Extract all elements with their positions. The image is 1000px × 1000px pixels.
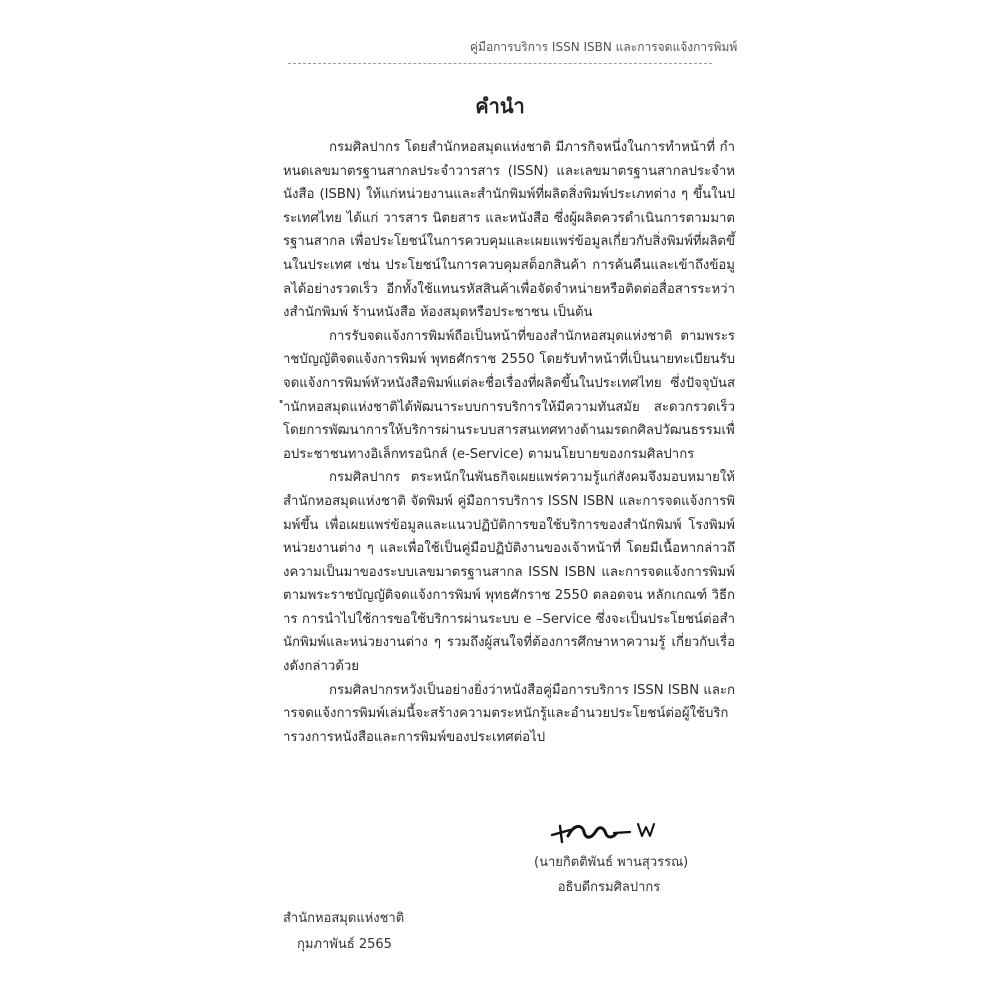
paragraph-3: กรมศิลปากร ตระหนักในพันธกิจเผยแพร่ความรู้แก่สังคมจึงมอบหมายให้สำนักหอสมุดแห่งชาติ จัดพิมพ์ คู่มือการบริการ ISSN ISBN และการจดแจ้งการพิมพ์ขึ้น เพื่อเผยแพร่ข้อมูลและแนวปฏิบัติการขอใช้บริการของสำนักพิมพ์ โรงพิมพ์ หน่วยงานต่าง ๆ และเพื่อใช้เป็นคู่มือปฏิบัติงานของเจ้าหน้าที่ โดยมีเนื้อหากล่าวถึงความเป็นมาของระบบเลขมาตรฐานสากล ISSN ISBN และการจดแจ้งการพิมพ์ตามพระราชบัญญัติจดแจ้งการพิมพ์ พุทธศักราช 2550 ตลอดจน หลักเกณฑ์ วิธีการ การนำไปใช้การขอใช้บริการผ่านระบบ e –Service ซึ่งจะเป็นประโยชน์ต่อสำนักพิมพ์และหน่วยงานต่าง ๆ รวมถึงผู้สนใจที่ต้องการศึกษาหาความรู้ เกี่ยวกับเรื่องดังกล่าวด้วย [283,470,735,675]
signatory-name: (นายกิตติพันธ์ พานสุวรรณ) [534,855,689,870]
header-divider [288,63,712,64]
signatory-position: อธิบดีกรมศิลปากร [557,880,661,895]
handwritten-signature [548,816,658,846]
paragraph-4: กรมศิลปากรหวังเป็นอย่างยิ่งว่าหนังสือคู่มือการบริการ ISSN ISBN และการจดแจ้งการพิมพ์เล่มนี้จะสร้างความตระหนักรู้และอำนวยประโยชน์ต่อผู้ใช้บริการวงการหนังสือและการพิมพ์ของประเทศต่อไป [283,682,735,745]
paragraph-2: การรับจดแจ้งการพิมพ์ถือเป็นหน้าที่ของสำนักหอสมุดแห่งชาติ ตามพระราชบัญญัติจดแจ้งการพิมพ์ พุทธศักราช 2550 โดยรับทำหน้าที่เป็นนายทะเบียนรับจดแจ้งการพิมพ์หัวหนังสือพิมพ์แต่ละชื่อเรื่องที่ผลิตขึ้นในประเทศไทย ซึ่งปัจจุบันสำนักหอสมุดแห่งชาติได้พัฒนาระบบการบริการให้มีความทันสมัย สะดวกรวดเร็ว โดยการพัฒนาการให้บริการผ่านระบบสารสนเทศทางด้านมรดกศิลปวัฒนธรรมเพื่อประชาชนทางอิเล็กทรอนิกส์ (e-Service) ตามนโยบายของกรมศิลปากร [283,328,735,462]
paragraph-1: กรมศิลปากร โดยสำนักหอสมุดแห่งชาติ มีภารกิจหนึ่งในการทำหน้าที่ กำหนดเลขมาตรฐานสากลประจำวารสาร (ISSN) และเลขมาตรฐานสากลประจำหนังสือ (ISBN) ให้แก่หน่วยงานและสำนักพิมพ์ที่ผลิตสิ่งพิมพ์ประเภทต่าง ๆ ขึ้นในประเทศไทย ได้แก่ วารสาร นิตยสาร และหนังสือ ซึ่งผู้ผลิตควรดำเนินการตามมาตรฐานสากล เพื่อประโยชน์ในการควบคุมและเผยแพร่ข้อมูลเกี่ยวกับสิ่งพิมพ์ที่ผลิตขึ้นในประเทศ เช่น ประโยชน์ในการควบคุมสต็อกสินค้า การค้นคืนและเข้าถึงข้อมูลได้อย่างรวดเร็ว อีกทั้งใช้แทนรหัสสินค้าเพื่อจัดจำหน่ายหรือติดต่อสื่อสารระหว่างสำนักพิมพ์ ร้านหนังสือ ห้องสมุดหรือประชาชน เป็นต้น [283,140,735,321]
running-header: คู่มือการบริการ ISSN ISBN และการจดแจ้งการพิมพ์ [470,40,738,54]
page-title: คำนำ [475,94,525,118]
footer-organization: สำนักหอสมุดแห่งชาติ [283,911,405,926]
preface-body [283,136,735,749]
footer-date: กุมภาพันธ์ 2565 [297,937,392,952]
